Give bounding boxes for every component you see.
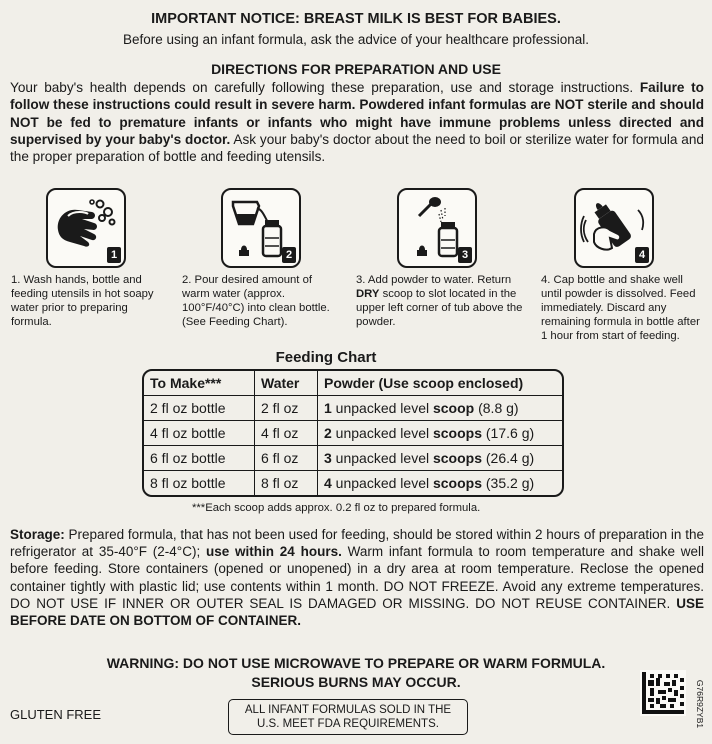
data-matrix-barcode [640,670,686,716]
step-3-text [356,273,528,329]
scoop-count: 3 [324,450,332,466]
shake-bottle-icon [574,188,654,268]
table-header-row [144,371,562,396]
fda-line-1: ALL INFANT FORMULAS SOLD IN THE [244,704,452,716]
directions-intro [10,79,704,165]
cell-water: 6 fl oz [255,446,318,471]
step-2-badge: 2 [282,247,296,263]
lot-code [694,668,706,740]
intro-text-1: Your baby's health depends on carefully following these preparation, use and storage instructions. [10,80,640,95]
cell-water: 2 fl oz [255,396,318,421]
header-to-make: To Make*** [144,371,255,396]
storage-section [10,526,704,629]
storage-text-1: Prepared formula, that has not been used for feeding, should be stored within 2 hours of preparation in the refrigerator at 35-40°F (2-4°C); [10,527,704,560]
scoop-desc: unpacked level [331,425,433,441]
add-powder-icon [397,188,477,268]
header-powder: Powder (Use scoop enclosed) [318,371,562,396]
cell-water: 4 fl oz [255,421,318,446]
scoop-unit: scoops [432,450,482,466]
step-3-badge: 3 [458,247,472,263]
cell-powder [318,396,562,421]
scoop-unit: scoops [432,475,482,491]
cell-powder [318,446,562,471]
scoop-desc: unpacked level [331,475,433,491]
cell-make: 6 fl oz bottle [144,446,255,471]
scoop-grams: (8.8 g) [474,400,519,416]
intro-warning-text: Failure to follow these instructions could result in severe harm. Powdered infant formulas are NOT sterile and should NOT be fed to premature infants or infants who might have immune problems unless directed and supervised by your baby's doctor. [10,80,704,147]
cell-powder [318,421,562,446]
storage-bold-2: USE BEFORE DATE ON BOTTOM OF CONTAINER. [10,595,704,629]
fda-notice-box [228,699,468,735]
storage-text-2: Warm infant formula to room temperature and shake well before feeding. Store containers (opened or unopened) in a dry area at room temperature. Reclose the opened container tightly with plastic lid; use contents within 1 month. DO NOT FREEZE. Avoid any extreme temperatures. DO NOT USE IF INNER OR OUTER SEAL IS DAMAGED OR MISSING. DO NOT REUSE CONTAINER. [10,544,704,611]
lot-code-text: G76R9ZYB1 [695,679,705,729]
directions-title: DIRECTIONS FOR PREPARATION AND USE [211,61,501,77]
warning-line-2: SERIOUS BURNS MAY OCCUR. [251,674,461,690]
step-1-text: 1. Wash hands, bottle and feeding utensils in hot soapy water prior to preparing formula. [11,274,154,328]
scoop-desc: unpacked level [331,400,433,416]
notice-subtitle: Before using an infant formula, ask the advice of your healthcare professional. [122,32,590,47]
pour-water-icon [221,188,301,268]
intro-text-2: Ask your baby's doctor about the need to boil or sterilize water for formula and the proper preparation of bottle and feeding utensils. [10,131,704,165]
cell-water: 8 fl oz [255,471,318,495]
scoop-grams: (26.4 g) [482,450,535,466]
table-row [144,446,562,471]
warning-line-1: WARNING: DO NOT USE MICROWAVE TO PREPARE OR WARM FORMULA. [106,655,606,671]
scoop-grams: (35.2 g) [482,475,535,491]
feeding-chart-footnote: ***Each scoop adds approx. 0.2 fl oz to prepared formula. [192,502,481,514]
scoop-grams: (17.6 g) [482,425,535,441]
cell-powder [318,471,562,495]
step-3-text-b: scoop to slot located in the upper left corner of tub above the powder. [356,288,523,328]
scoop-unit: scoops [432,425,482,441]
step-3-text-a: 3. Add powder to water. Return [356,274,512,286]
step-4-text: 4. Cap bottle and shake well until powder is dissolved. Feed immediately. Discard any remaining formula in bottle after 1 hour from start of feeding. [541,274,700,342]
feeding-chart-table [142,369,564,497]
table-row [144,396,562,421]
scoop-count: 1 [324,400,332,416]
step-3-text-bold: DRY [356,288,380,300]
step-1-badge: 1 [107,247,121,263]
notice-title: IMPORTANT NOTICE: BREAST MILK IS BEST FOR BABIES. [151,11,561,27]
scoop-count: 4 [324,475,332,491]
cell-make: 4 fl oz bottle [144,421,255,446]
cell-make: 2 fl oz bottle [144,396,255,421]
step-2-text: 2. Pour desired amount of warm water (approx. 100°F/40°C) into clean bottle. (See Feeding Chart). [182,274,330,328]
scoop-unit: scoop [432,400,475,416]
washing-hands-icon [46,188,126,268]
header-water: Water [255,371,318,396]
scoop-count: 2 [324,425,332,441]
scoop-desc: unpacked level [331,450,433,466]
table-row [144,471,562,495]
fda-line-2: U.S. MEET FDA REQUIREMENTS. [257,718,439,730]
table-row [144,421,562,446]
cell-make: 8 fl oz bottle [144,471,255,495]
storage-bold-1: use within 24 hours. [205,544,342,560]
gluten-free-label: GLUTEN FREE [10,707,102,722]
feeding-chart-title: Feeding Chart [275,349,377,366]
storage-label: Storage: [10,527,65,542]
step-4-badge: 4 [635,247,649,263]
